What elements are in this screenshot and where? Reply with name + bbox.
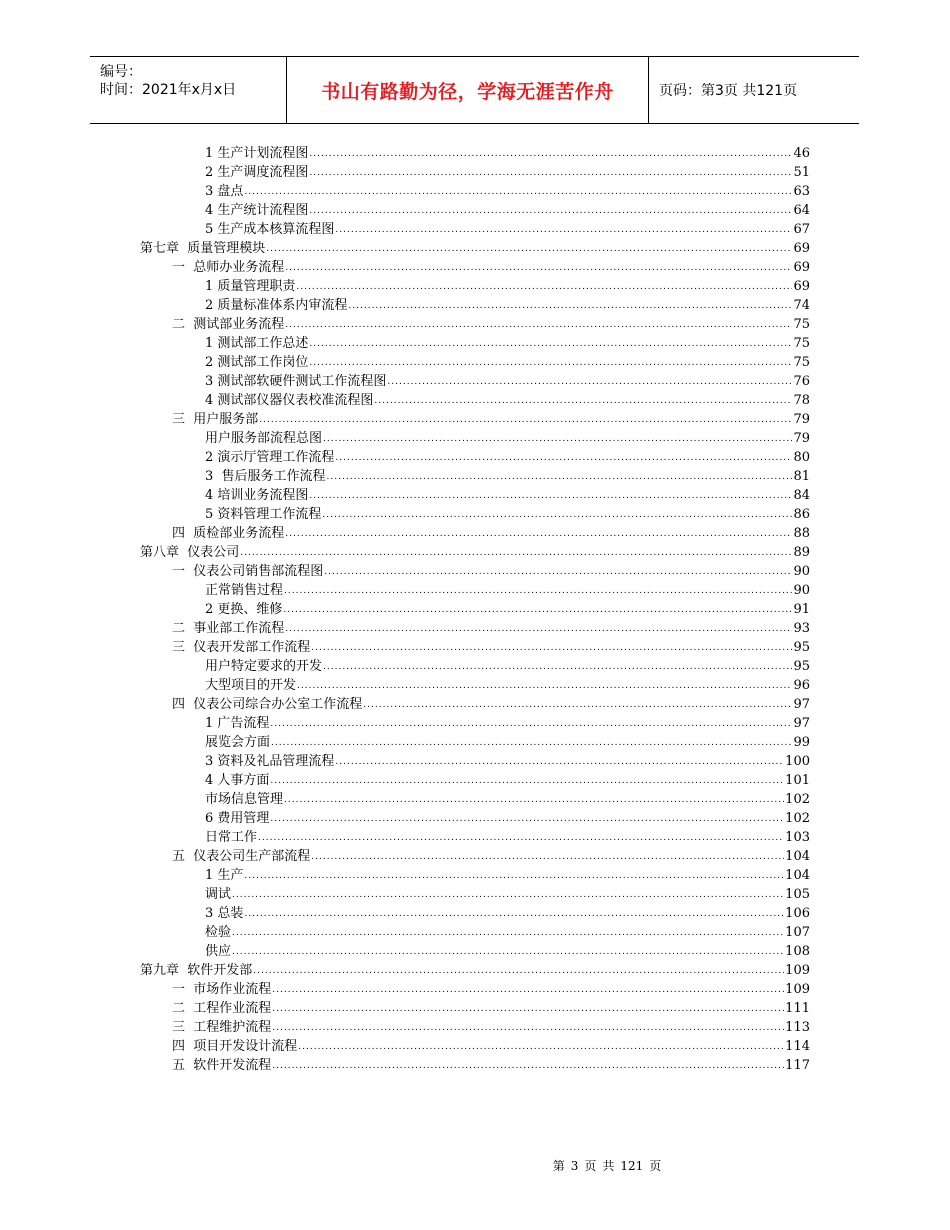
toc-entry-title: 三 仪表开发部工作流程: [172, 640, 311, 655]
toc-entry-page-number: 46: [793, 146, 810, 161]
toc-entry[interactable]: [172, 524, 810, 543]
toc-entry-page-number: 81: [793, 469, 810, 484]
toc-entry-page-number: 103: [785, 830, 810, 845]
toc-entry[interactable]: [172, 410, 810, 429]
toc-entry[interactable]: [172, 258, 810, 277]
toc-dot-leader: [259, 412, 792, 429]
toc-entry-title: 1 质量管理职责: [205, 279, 296, 294]
toc-dot-leader: [311, 640, 792, 657]
toc-entry-page-number: 79: [793, 412, 810, 427]
toc-entry-page-number: 114: [785, 1039, 810, 1054]
toc-entry-title: 四 仪表公司综合办公室工作流程: [172, 697, 363, 712]
toc-entry[interactable]: [205, 600, 810, 619]
toc-entry[interactable]: [205, 182, 810, 201]
toc-entry-page-number: 63: [793, 184, 810, 199]
toc-entry-title: 3 总装: [205, 906, 244, 921]
toc-entry-page-number: 102: [785, 811, 810, 826]
toc-entry[interactable]: [172, 1018, 810, 1037]
toc-entry[interactable]: [205, 733, 810, 752]
footer-total-pages: 121: [620, 1159, 644, 1173]
toc-entry[interactable]: [172, 980, 810, 999]
toc-entry-title: 2 测试部工作岗位: [205, 355, 309, 370]
document-number-label: 编号：: [100, 64, 142, 80]
toc-entry-page-number: 109: [785, 963, 810, 978]
toc-dot-leader: [285, 526, 792, 543]
toc-entry-title: 市场信息管理: [205, 792, 284, 807]
toc-entry[interactable]: [172, 999, 810, 1018]
toc-entry-page-number: 74: [793, 298, 810, 313]
toc-entry-page-number: 95: [793, 640, 810, 655]
toc-dot-leader: [232, 925, 784, 942]
toc-entry-page-number: 97: [793, 697, 810, 712]
toc-entry-title: 一 仪表公司销售部流程图: [172, 564, 324, 579]
toc-entry[interactable]: [205, 752, 810, 771]
toc-entry[interactable]: [172, 1056, 810, 1075]
toc-entry-title: 正常销售过程: [205, 583, 284, 598]
toc-dot-leader: [272, 1020, 784, 1037]
toc-entry[interactable]: [172, 638, 810, 657]
toc-entry-page-number: 91: [793, 602, 810, 617]
toc-entry-title: 第九章 软件开发部: [140, 963, 253, 978]
toc-entry-title: 3 盘点: [205, 184, 244, 199]
toc-entry[interactable]: [172, 1037, 810, 1056]
toc-entry[interactable]: [205, 904, 810, 923]
toc-entry-page-number: 96: [793, 678, 810, 693]
toc-entry-page-number: 84: [793, 488, 810, 503]
toc-entry-title: 2 质量标准体系内审流程: [205, 298, 348, 313]
toc-entry-page-number: 69: [793, 260, 810, 275]
footer-gong: 共: [602, 1159, 615, 1173]
toc-entry-page-number: 100: [785, 754, 810, 769]
toc-entry-title: 二 工程作业流程: [172, 1001, 272, 1016]
toc-entry-page-number: 69: [793, 241, 810, 256]
toc-entry-page-number: 86: [793, 507, 810, 522]
toc-entry-page-number: 107: [785, 925, 810, 940]
toc-dot-leader: [335, 222, 792, 239]
toc-entry-title: 2 生产调度流程图: [205, 165, 309, 180]
header-motto: 书山有路勤为径，学海无涯苦作舟: [287, 57, 649, 123]
toc-dot-leader: [285, 621, 792, 638]
toc-entry-title: 五 仪表公司生产部流程: [172, 849, 311, 864]
toc-entry-page-number: 88: [793, 526, 810, 541]
toc-dot-leader: [270, 773, 784, 790]
toc-dot-leader: [272, 982, 784, 999]
toc-entry[interactable]: [205, 220, 810, 239]
toc-entry-page-number: 95: [793, 659, 810, 674]
toc-entry[interactable]: [172, 562, 810, 581]
toc-entry-page-number: 104: [785, 849, 810, 864]
toc-dot-leader: [322, 507, 792, 524]
page-header: [90, 56, 859, 124]
page-footer: [0, 1157, 950, 1174]
toc-entry[interactable]: [205, 372, 810, 391]
toc-dot-leader: [258, 830, 784, 847]
toc-entry-page-number: 104: [785, 868, 810, 883]
toc-entry[interactable]: [140, 239, 810, 258]
toc-entry[interactable]: [205, 790, 810, 809]
toc-entry-title: 5 资料管理工作流程: [205, 507, 322, 522]
toc-entry[interactable]: [205, 334, 810, 353]
toc-dot-leader: [309, 488, 792, 505]
toc-entry-title: 三 用户服务部: [172, 412, 259, 427]
toc-dot-leader: [284, 583, 792, 600]
toc-dot-leader: [270, 716, 792, 733]
toc-entry-page-number: 69: [793, 279, 810, 294]
toc-entry-page-number: 90: [793, 583, 810, 598]
toc-entry-title: 二 测试部业务流程: [172, 317, 285, 332]
toc-entry[interactable]: [172, 619, 810, 638]
toc-entry-title: 四 质检部业务流程: [172, 526, 285, 541]
toc-entry[interactable]: [205, 486, 810, 505]
toc-dot-leader: [323, 659, 792, 676]
toc-entry-page-number: 106: [785, 906, 810, 921]
toc-dot-leader: [387, 374, 792, 391]
toc-dot-leader: [296, 279, 792, 296]
toc-dot-leader: [323, 431, 792, 448]
toc-entry-title: 用户服务部流程总图: [205, 431, 323, 446]
toc-entry-page-number: 117: [785, 1058, 810, 1073]
toc-dot-leader: [298, 1039, 784, 1056]
toc-entry[interactable]: [205, 942, 810, 961]
toc-entry[interactable]: [205, 296, 810, 315]
toc-entry-page-number: 51: [793, 165, 810, 180]
toc-entry-title: 1 广告流程: [205, 716, 270, 731]
footer-ye: 页: [584, 1159, 597, 1173]
toc-dot-leader: [244, 906, 784, 923]
toc-entry[interactable]: [205, 429, 810, 448]
toc-dot-leader: [272, 1058, 784, 1075]
toc-entry[interactable]: [205, 809, 810, 828]
toc-entry[interactable]: [205, 144, 810, 163]
toc-entry-title: 一 市场作业流程: [172, 982, 272, 997]
toc-entry-title: 1 生产计划流程图: [205, 146, 309, 161]
toc-entry[interactable]: [205, 923, 810, 942]
toc-entry-title: 展览会方面: [205, 735, 271, 750]
toc-entry-title: 一 总师办业务流程: [172, 260, 285, 275]
toc-dot-leader: [284, 792, 784, 809]
toc-entry-title: 大型项目的开发: [205, 678, 297, 693]
toc-entry[interactable]: [205, 581, 810, 600]
toc-dot-leader: [374, 393, 792, 410]
toc-entry-title: 用户特定要求的开发: [205, 659, 323, 674]
toc-entry[interactable]: [172, 315, 810, 334]
toc-entry-title: 四 项目开发设计流程: [172, 1039, 298, 1054]
toc-entry-page-number: 64: [793, 203, 810, 218]
toc-entry-title: 三 工程维护流程: [172, 1020, 272, 1035]
toc-entry[interactable]: [205, 657, 810, 676]
toc-dot-leader: [309, 355, 792, 372]
toc-entry-title: 二 事业部工作流程: [172, 621, 285, 636]
footer-ye-2: 页: [649, 1159, 662, 1173]
toc-entry-title: 4 培训业务流程图: [205, 488, 309, 503]
toc-dot-leader: [297, 678, 792, 695]
toc-entry-page-number: 75: [793, 355, 810, 370]
toc-entry-title: 3 资料及礼品管理流程: [205, 754, 335, 769]
toc-entry-title: 调试: [205, 887, 232, 902]
toc-entry-title: 4 测试部仪器仪表校准流程图: [205, 393, 374, 408]
toc-entry[interactable]: [172, 695, 810, 714]
toc-entry[interactable]: [205, 885, 810, 904]
toc-dot-leader: [335, 754, 784, 771]
footer-di: 第: [552, 1159, 565, 1173]
toc-entry[interactable]: [205, 866, 810, 885]
toc-entry[interactable]: [205, 467, 810, 486]
toc-dot-leader: [244, 868, 784, 885]
toc-dot-leader: [244, 184, 792, 201]
toc-dot-leader: [271, 735, 792, 752]
toc-entry-title: 4 生产统计流程图: [205, 203, 309, 218]
toc-entry-title: 供应: [205, 944, 232, 959]
toc-entry-page-number: 75: [793, 336, 810, 351]
header-meta: [90, 57, 287, 123]
toc-dot-leader: [240, 545, 792, 562]
toc-dot-leader: [309, 165, 792, 182]
footer-current-page: 3: [570, 1159, 579, 1173]
toc-entry-page-number: 79: [793, 431, 810, 446]
toc-entry-page-number: 90: [793, 564, 810, 579]
toc-entry-title: 检验: [205, 925, 232, 940]
toc-dot-leader: [363, 697, 792, 714]
toc-entry-title: 第七章 质量管理模块: [140, 241, 266, 256]
toc-entry[interactable]: [205, 391, 810, 410]
toc-entry[interactable]: [205, 828, 810, 847]
toc-dot-leader: [270, 811, 784, 828]
toc-entry[interactable]: [205, 163, 810, 182]
toc-entry-title: 2 演示厅管理工作流程: [205, 450, 335, 465]
toc-dot-leader: [285, 260, 792, 277]
toc-entry-title: 第八章 仪表公司: [140, 545, 240, 560]
toc-entry-page-number: 97: [793, 716, 810, 731]
toc-entry-page-number: 93: [793, 621, 810, 636]
toc-entry-page-number: 111: [785, 1001, 810, 1016]
toc-entry-title: 1 测试部工作总述: [205, 336, 309, 351]
toc-dot-leader: [324, 564, 792, 581]
toc-entry-page-number: 113: [785, 1020, 810, 1035]
toc-dot-leader: [327, 469, 793, 486]
toc-entry[interactable]: [205, 201, 810, 220]
toc-entry-page-number: 89: [793, 545, 810, 560]
toc-entry[interactable]: [172, 847, 810, 866]
toc-entry-title: 6 费用管理: [205, 811, 270, 826]
toc-entry-page-number: 105: [785, 887, 810, 902]
toc-entry[interactable]: [205, 448, 810, 467]
toc-dot-leader: [309, 336, 792, 353]
toc-dot-leader: [311, 849, 784, 866]
toc-entry[interactable]: [205, 771, 810, 790]
toc-dot-leader: [253, 963, 784, 980]
toc-dot-leader: [309, 203, 792, 220]
toc-entry-title: 3 测试部软硬件测试工作流程图: [205, 374, 387, 389]
toc-entry-page-number: 109: [785, 982, 810, 997]
toc-entry-page-number: 76: [793, 374, 810, 389]
toc-dot-leader: [266, 241, 792, 258]
toc-entry[interactable]: [205, 505, 810, 524]
toc-entry[interactable]: [205, 277, 810, 296]
toc-entry-page-number: 78: [793, 393, 810, 408]
toc-entry-title: 3 售后服务工作流程: [205, 469, 326, 484]
toc-entry[interactable]: [140, 961, 810, 980]
toc-dot-leader: [232, 944, 784, 961]
toc-dot-leader: [272, 1001, 784, 1018]
toc-dot-leader: [285, 317, 792, 334]
toc-entry-page-number: 99: [793, 735, 810, 750]
toc-entry[interactable]: [205, 676, 810, 695]
header-page-info: 页码：第3页 共121页: [659, 83, 798, 99]
toc-entry-page-number: 80: [793, 450, 810, 465]
toc-entry-title: 1 生产: [205, 868, 244, 883]
toc-entry[interactable]: [205, 353, 810, 372]
toc-entry-title: 5 生产成本核算流程图: [205, 222, 335, 237]
toc-dot-leader: [309, 146, 792, 163]
toc-entry-page-number: 108: [785, 944, 810, 959]
toc-entry-page-number: 67: [793, 222, 810, 237]
toc-entry-page-number: 75: [793, 317, 810, 332]
toc-entry-title: 五 软件开发流程: [172, 1058, 272, 1073]
toc-dot-leader: [348, 298, 792, 315]
toc-dot-leader: [335, 450, 792, 467]
toc-entry[interactable]: [140, 543, 810, 562]
toc-entry-page-number: 102: [785, 792, 810, 807]
toc-entry-page-number: 101: [785, 773, 810, 788]
toc-dot-leader: [232, 887, 784, 904]
document-time-label: 时间：2021年x月x日: [100, 82, 237, 98]
toc-entry-title: 4 人事方面: [205, 773, 270, 788]
toc-entry-title: 日常工作: [205, 830, 258, 845]
toc-entry[interactable]: [205, 714, 810, 733]
toc-entry-title: 2 更换、维修: [205, 602, 283, 617]
toc-dot-leader: [283, 602, 792, 619]
